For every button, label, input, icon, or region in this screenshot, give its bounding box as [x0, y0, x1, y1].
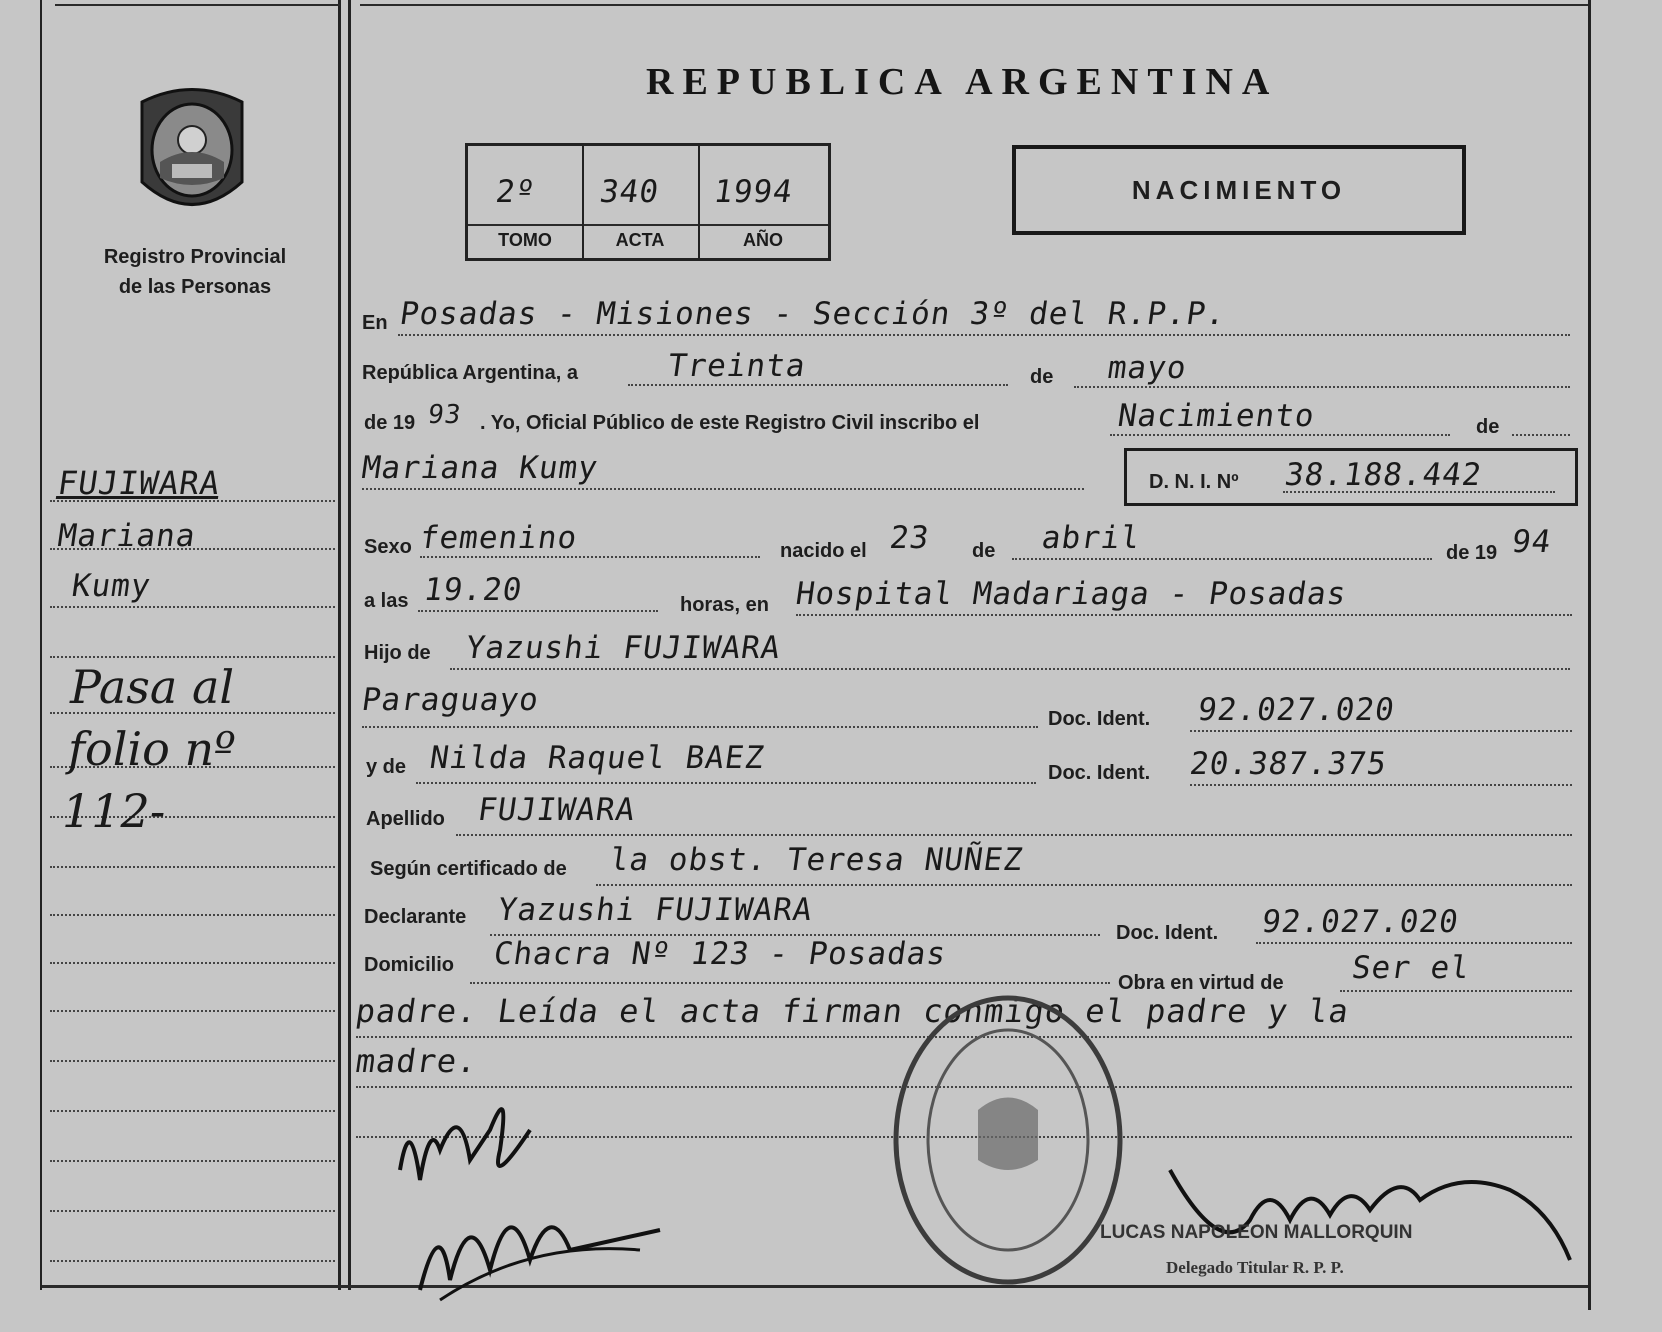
apellido-label: Apellido: [366, 808, 445, 830]
margin-line: [50, 962, 335, 964]
line-dni: [1283, 491, 1555, 493]
line-nationality: [362, 726, 1038, 728]
margin-line: [50, 1210, 335, 1212]
birth-day: 23: [887, 520, 932, 556]
left-border: [40, 0, 42, 1290]
place-value: Posadas - Misiones - Sección 3º del R.P.P.: [397, 296, 1229, 332]
record-type-box: [1012, 145, 1466, 235]
declarante-value: Yazushi FUJIWARA: [495, 892, 816, 928]
record-type: NACIMIENTO: [1131, 175, 1347, 205]
birth-time: 19.20: [421, 572, 525, 608]
line-day: [628, 384, 1008, 386]
line-mother: [416, 782, 1036, 784]
registry-name-line2: de las Personas: [118, 276, 272, 298]
margin-given-name-1: Mariana: [55, 518, 199, 554]
sexo-value: femenino: [417, 520, 580, 556]
line-month: [1074, 386, 1570, 388]
record-table-divider: [468, 224, 828, 226]
de-label-2: de: [1476, 416, 1500, 438]
margin-given-name-2: Kumy: [69, 568, 154, 604]
provincial-seal: [132, 82, 252, 222]
tomo-label: TOMO: [498, 230, 552, 250]
top-rule-right: [360, 4, 1588, 6]
horas-label: horas, en: [680, 594, 769, 616]
signatures-parents: [380, 1090, 680, 1310]
doc-label-mother: Doc. Ident.: [1048, 762, 1151, 784]
mother-doc: 20.387.375: [1187, 746, 1390, 782]
margin-line: [50, 866, 335, 868]
margin-note-line2: folio nº: [68, 722, 236, 776]
margin-line: [50, 1160, 335, 1162]
line-obra: [1340, 990, 1572, 992]
margin-surname: FUJIWARA: [55, 464, 223, 502]
top-rule-left: [55, 4, 340, 6]
line-time: [418, 610, 658, 612]
day-value: Treinta: [665, 348, 809, 384]
margin-line: [50, 1260, 335, 1262]
de-label: de: [1030, 366, 1054, 388]
margin-line: [50, 1060, 335, 1062]
obra-value: Ser el: [1349, 950, 1473, 986]
acta-label: ACTA: [615, 230, 665, 250]
year-prefix: de 19: [364, 412, 416, 434]
margin-line: [50, 1010, 335, 1012]
line-father-doc: [1190, 730, 1572, 732]
line-child-name: [362, 488, 1084, 490]
nacido-label: nacido el: [780, 540, 867, 562]
tomo-value: 2º: [493, 174, 538, 210]
obra-line2: padre. Leída el acta firman conmigo el padre y la: [353, 992, 1352, 1030]
acta-value: 340: [597, 174, 662, 210]
dni-label: D. N. I. Nº: [1149, 471, 1239, 493]
father-doc: 92.027.020: [1195, 692, 1398, 728]
sexo-label: Sexo: [364, 536, 412, 558]
officer-title: Delegado Titular R. P. P.: [1166, 1258, 1344, 1277]
domicilio-label: Domicilio: [364, 954, 455, 976]
birth-month: abril: [1039, 520, 1143, 556]
child-name: Mariana Kumy: [359, 450, 601, 486]
dni-box: [1124, 448, 1578, 506]
line-birth-month: [1012, 558, 1432, 560]
margin-divider-left: [338, 0, 341, 1290]
line-mother-doc: [1190, 784, 1572, 786]
officer-name: LUCAS NAPOLEON MALLORQUIN: [1100, 1222, 1413, 1243]
apellido-value: FUJIWARA: [475, 792, 638, 828]
right-border: [1588, 0, 1591, 1310]
inscribo-label: . Yo, Oficial Público de este Registro Civil inscribo el: [480, 412, 980, 434]
line-certificate: [596, 884, 1572, 886]
declarante-doc: 92.027.020: [1259, 904, 1462, 940]
margin-line: [50, 1110, 335, 1112]
margin-divider-right: [348, 0, 351, 1290]
father-name: Yazushi FUJIWARA: [463, 630, 784, 666]
registry-name-line1: Registro Provincial: [103, 246, 287, 268]
obra-label: Obra en virtud de: [1118, 972, 1284, 994]
officer-signature: [1160, 1160, 1580, 1270]
line-domicilio: [470, 982, 1110, 984]
record-number-table: [465, 143, 831, 261]
doc-label-father: Doc. Ident.: [1048, 708, 1151, 730]
mother-name: Nilda Raquel BAEZ: [427, 740, 767, 776]
page-title: REPUBLICA ARGENTINA: [646, 61, 1279, 103]
ano-value: 1994: [711, 174, 796, 210]
de-label-3: de: [972, 540, 996, 562]
ano-label: AÑO: [743, 230, 783, 250]
year-value: 93: [425, 400, 464, 430]
line-act: [1110, 434, 1450, 436]
dni-value: 38.188.442: [1282, 457, 1485, 493]
act-value: Nacimiento: [1115, 398, 1318, 434]
official-stamp: [888, 990, 1128, 1290]
a-las-label: a las: [364, 590, 409, 612]
father-nationality: Paraguayo: [359, 682, 542, 718]
margin-line: [50, 914, 335, 916]
declarante-label: Declarante: [364, 906, 467, 928]
margin-note-line3: 112-: [62, 784, 166, 838]
month-value: mayo: [1105, 350, 1190, 386]
margin-line: [50, 606, 335, 608]
line-apellido: [456, 834, 1572, 836]
y-de-label: y de: [366, 756, 407, 778]
de19-label: de 19: [1446, 542, 1498, 564]
line-sexo: [420, 556, 760, 558]
segun-label: Según certificado de: [370, 858, 567, 880]
birth-place: Hospital Madariaga - Posadas: [793, 576, 1350, 612]
margin-note-line1: Pasa al: [70, 660, 235, 714]
en-label: En: [362, 312, 388, 334]
birth-year: 94: [1509, 524, 1554, 560]
certificate-value: la obst. Teresa NUÑEZ: [607, 842, 1026, 878]
line-act-end: [1512, 434, 1570, 436]
line-birth-place: [796, 614, 1572, 616]
bottom-rule: [42, 1285, 1588, 1288]
line-declarante-doc: [1256, 942, 1572, 944]
hijo-label: Hijo de: [364, 642, 431, 664]
line-place: [398, 334, 1570, 336]
line-father: [450, 668, 1570, 670]
obra-line3: madre.: [353, 1042, 481, 1080]
doc-label-declarante: Doc. Ident.: [1116, 922, 1219, 944]
republica-label: República Argentina, a: [362, 362, 578, 384]
domicilio-value: Chacra Nº 123 - Posadas: [491, 936, 949, 972]
margin-line: [50, 656, 335, 658]
